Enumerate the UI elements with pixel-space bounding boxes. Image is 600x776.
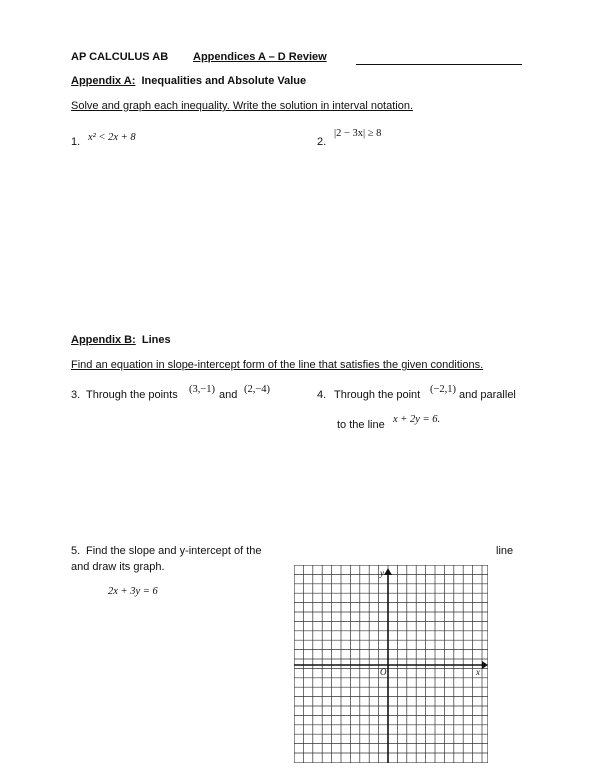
appendix-b-instructions: Find an equation in slope-intercept form of the line that satisfies the given conditions. [71,359,484,371]
coordinate-grid[interactable] [294,565,488,763]
appendix-a-heading [71,75,306,87]
problem-2-number: 2. [317,136,327,148]
page-title: Appendices A – D Review [193,51,327,63]
appendix-b-label: Appendix B: [71,334,136,346]
problem-4-line-equation: x + 2y = 6. [393,414,441,425]
appendix-b-title: Lines [141,334,171,346]
problem-3-point-2: (2,−4) [244,384,271,395]
problem-4-point: (−2,1) [430,384,457,395]
problem-4-line-prefix: to the line [337,419,385,431]
problem-4-number: 4. [317,389,327,401]
name-blank[interactable] [356,64,522,65]
problem-1-expression: x² < 2x + 8 [88,132,136,143]
problem-3-connector: and [219,389,238,401]
appendix-a-instructions: Solve and graph each inequality. Write the solution in interval notation. [71,100,414,112]
problem-1-number: 1. [71,136,81,148]
appendix-a-label: Appendix A: [71,75,136,87]
course-title: AP CALCULUS AB [71,51,169,63]
problem-3-point-1: (3,−1) [189,384,216,395]
grid-border [294,565,488,763]
appendix-a-title: Inequalities and Absolute Value [141,75,307,87]
problem-5-text-line1: Find the slope and y-intercept of the [86,545,262,557]
problem-5-number: 5. [71,545,81,557]
problem-4-text-after: and parallel [459,389,516,401]
problem-3-text: Through the points [86,389,178,401]
problem-3-number: 3. [71,389,81,401]
problem-2-expression: |2 − 3x| ≥ 8 [334,128,382,139]
problem-5-text-line2: and draw its graph. [71,561,165,573]
problem-5-text-line1-end: line [496,545,514,557]
problem-5-equation: 2x + 3y = 6 [108,586,158,597]
appendix-b-heading [71,334,171,346]
x-axis-label: x [476,667,480,677]
y-axis-label: y [380,568,384,578]
origin-label: O [380,667,387,677]
problem-4-text: Through the point [334,389,421,401]
